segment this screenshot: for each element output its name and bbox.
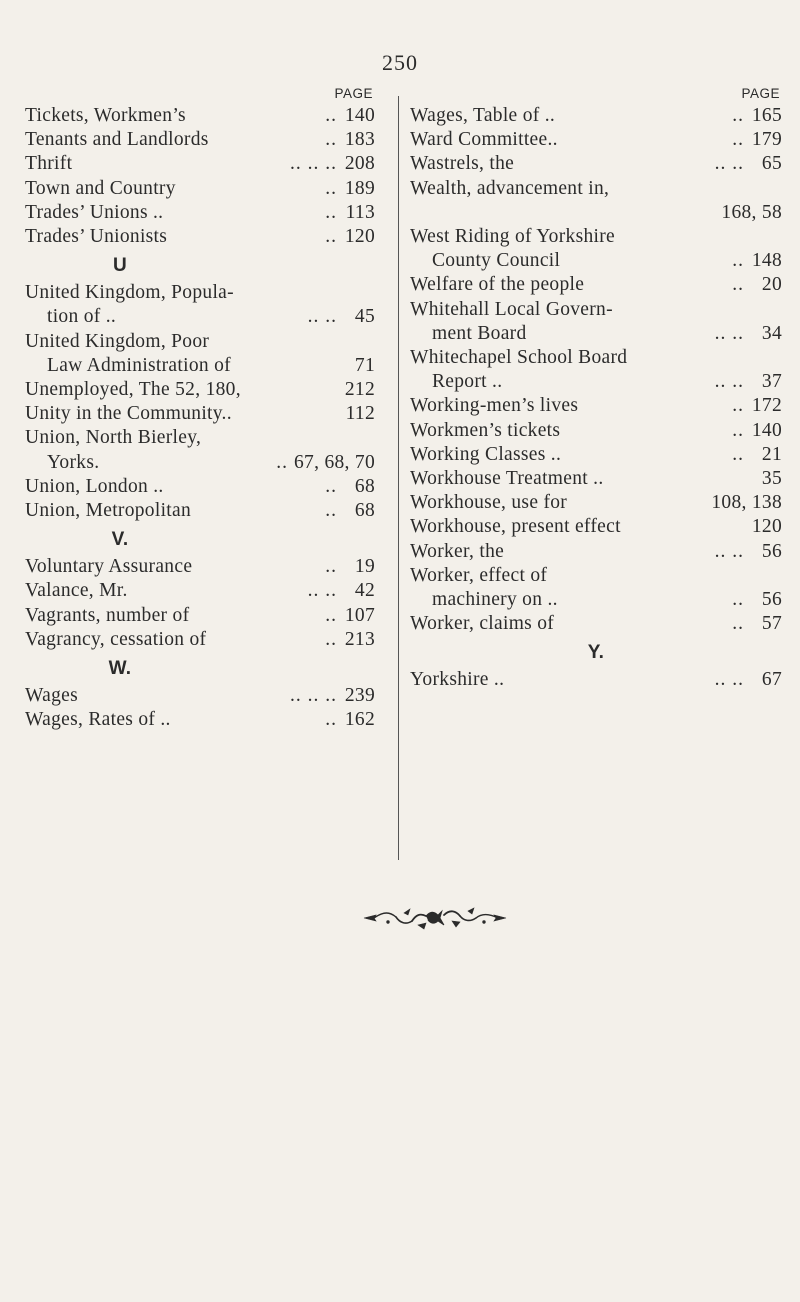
entry-label: Union, London .. bbox=[25, 475, 164, 497]
entry-page: 37 bbox=[761, 371, 782, 393]
index-entry bbox=[25, 128, 375, 152]
index-entry bbox=[25, 475, 375, 499]
section-letter-v: V. bbox=[111, 529, 129, 551]
page-column-header: PAGE bbox=[334, 86, 373, 101]
entry-page: 120 bbox=[751, 516, 782, 538]
entry-label: Ward Committee.. bbox=[410, 129, 558, 151]
entry-page: 208 bbox=[344, 153, 375, 175]
entry-label: Report .. bbox=[432, 371, 503, 393]
entry-label: West Riding of Yorkshire bbox=[410, 226, 615, 248]
decorative-flourish-icon bbox=[360, 903, 520, 933]
dot-leader: .. bbox=[732, 613, 744, 635]
entry-label: Voluntary Assurance bbox=[25, 556, 193, 578]
entry-label: Unity in the Community.. bbox=[25, 403, 232, 425]
index-entry bbox=[25, 579, 375, 603]
dot-leader: .. bbox=[732, 419, 744, 441]
entry-page: 34 bbox=[761, 322, 782, 344]
dot-leader: .. bbox=[325, 105, 337, 126]
entry-page: 112 bbox=[345, 403, 375, 425]
dot-leader: .. bbox=[325, 177, 337, 199]
entry-page: 140 bbox=[344, 105, 375, 126]
entry-page: 21 bbox=[761, 443, 782, 465]
index-entry bbox=[410, 515, 782, 539]
dot-leader: .. bbox=[325, 129, 337, 151]
entry-label: Workhouse, use for bbox=[410, 492, 568, 514]
entry-label: Workmen’s tickets bbox=[410, 419, 561, 441]
index-entry bbox=[25, 426, 375, 450]
section-letter-y: Y. bbox=[587, 642, 605, 664]
index-entry-continuation bbox=[25, 451, 375, 475]
dot-leader: .. .. .. bbox=[290, 685, 337, 707]
entry-page: 35 bbox=[761, 468, 782, 490]
dot-leader: .. .. bbox=[714, 322, 744, 344]
entry-page: 45 bbox=[354, 306, 375, 328]
index-entry bbox=[410, 298, 782, 322]
index-entry bbox=[25, 330, 375, 354]
index-entry-continuation bbox=[410, 249, 782, 273]
dot-leader: .. bbox=[325, 556, 337, 578]
dot-leader: .. bbox=[325, 500, 337, 522]
entry-label: Trades’ Unions .. bbox=[25, 201, 164, 223]
dot-leader: .. bbox=[732, 589, 744, 611]
dot-leader: .. bbox=[325, 475, 337, 497]
dot-leader: .. .. bbox=[714, 669, 744, 691]
entry-page: 56 bbox=[761, 540, 782, 562]
section-letter-w: W. bbox=[108, 658, 132, 680]
entry-label: Vagrants, number of bbox=[25, 604, 190, 626]
dot-leader: .. bbox=[325, 628, 337, 650]
dot-leader: .. bbox=[732, 105, 744, 126]
entry-label: Whitechapel School Board bbox=[410, 347, 628, 369]
section-letter-u: U bbox=[112, 255, 128, 277]
index-column-right bbox=[410, 84, 782, 693]
index-entry bbox=[410, 152, 782, 176]
index-entry bbox=[25, 378, 375, 402]
index-entry bbox=[410, 668, 782, 692]
entry-label: Worker, claims of bbox=[410, 613, 555, 635]
entry-label: United Kingdom, Popula- bbox=[25, 282, 234, 304]
entry-label: Wages, Rates of .. bbox=[25, 709, 171, 731]
entry-page: 168, 58 bbox=[721, 201, 782, 223]
dot-leader: .. bbox=[732, 274, 744, 296]
index-entry bbox=[25, 177, 375, 201]
entry-page: 20 bbox=[761, 274, 782, 296]
entry-page: 172 bbox=[751, 395, 782, 417]
entry-label: machinery on .. bbox=[432, 589, 558, 611]
entry-label: Law Administration of bbox=[47, 354, 231, 376]
dot-leader: .. bbox=[325, 226, 337, 248]
index-entry bbox=[410, 540, 782, 564]
dot-leader: .. .. bbox=[714, 153, 744, 175]
dot-leader: .. .. bbox=[714, 540, 744, 562]
index-entry-continuation bbox=[410, 588, 782, 612]
entry-page: 67 bbox=[761, 669, 782, 691]
entry-page: 162 bbox=[344, 709, 375, 731]
entry-label: Tenants and Landlords bbox=[25, 129, 209, 151]
index-entry bbox=[25, 684, 375, 708]
index-entry bbox=[25, 555, 375, 579]
index-entry bbox=[410, 394, 782, 418]
entry-label: Unemployed, The 52, 180, bbox=[25, 379, 241, 401]
entry-page: 183 bbox=[344, 129, 375, 151]
entry-page: 239 bbox=[344, 685, 375, 707]
entry-page: 148 bbox=[751, 250, 782, 272]
entry-page: 68 bbox=[354, 475, 375, 497]
index-entry-continuation bbox=[410, 370, 782, 394]
dot-leader: .. bbox=[732, 129, 744, 151]
entry-label: Union, North Bierley, bbox=[25, 427, 202, 449]
entry-label: Trades’ Unionists bbox=[25, 226, 168, 248]
index-entry bbox=[410, 443, 782, 467]
index-entry bbox=[25, 604, 375, 628]
index-entry bbox=[410, 273, 782, 297]
entry-label: Workhouse, present effect bbox=[410, 516, 621, 538]
index-entry bbox=[410, 128, 782, 152]
index-column-left bbox=[25, 84, 375, 732]
index-entry bbox=[25, 104, 375, 128]
index-entry bbox=[410, 491, 782, 515]
entry-page: 19 bbox=[354, 556, 375, 578]
index-entry bbox=[410, 104, 782, 128]
entry-page: 107 bbox=[344, 604, 375, 626]
entry-page: 65 bbox=[761, 153, 782, 175]
index-entry bbox=[25, 152, 375, 176]
entry-page: 57 bbox=[761, 613, 782, 635]
entry-label: Whitehall Local Govern- bbox=[410, 298, 613, 320]
entry-label: Wages, Table of .. bbox=[410, 105, 556, 126]
entry-label: Working-men’s lives bbox=[410, 395, 579, 417]
entry-page: 42 bbox=[354, 580, 375, 602]
page-number: 250 bbox=[382, 50, 418, 75]
entry-label: ment Board bbox=[432, 322, 527, 344]
entry-label: tion of .. bbox=[47, 306, 117, 328]
entry-label: Vagrancy, cessation of bbox=[25, 628, 207, 650]
index-entry bbox=[25, 708, 375, 732]
entry-page: 212 bbox=[344, 379, 375, 401]
dot-leader: .. bbox=[732, 443, 744, 465]
entry-label: Town and Country bbox=[25, 177, 176, 199]
entry-label: Wealth, advancement in, bbox=[410, 177, 610, 199]
index-entry bbox=[410, 612, 782, 636]
index-entry bbox=[410, 467, 782, 491]
index-entry bbox=[25, 201, 375, 225]
index-entry bbox=[25, 281, 375, 305]
entry-label: Tickets, Workmen’s bbox=[25, 105, 186, 126]
page-column-header: PAGE bbox=[741, 86, 780, 101]
entry-label: Valance, Mr. bbox=[25, 580, 128, 602]
dot-leader: .. bbox=[325, 709, 337, 731]
index-entry bbox=[410, 346, 782, 370]
index-entry bbox=[25, 225, 375, 249]
column-divider bbox=[398, 96, 399, 860]
entry-label: Union, Metropolitan bbox=[25, 500, 192, 522]
entry-page: 189 bbox=[344, 177, 375, 199]
entry-label: Thrift bbox=[25, 153, 73, 175]
dot-leader: .. .. bbox=[714, 371, 744, 393]
dot-leader: .. bbox=[276, 451, 288, 473]
entry-label: Wastrels, the bbox=[410, 153, 515, 175]
entry-page: 67, 68, 70 bbox=[294, 451, 375, 473]
index-entry bbox=[25, 628, 375, 652]
dot-leader: .. bbox=[732, 395, 744, 417]
index-entry bbox=[25, 499, 375, 523]
entry-label: Workhouse Treatment .. bbox=[410, 468, 604, 490]
index-entry bbox=[410, 564, 782, 588]
entry-label: Working Classes .. bbox=[410, 443, 562, 465]
entry-page: 71 bbox=[354, 354, 375, 376]
index-entry bbox=[410, 419, 782, 443]
dot-leader: .. bbox=[732, 250, 744, 272]
dot-leader: .. .. bbox=[307, 580, 337, 602]
index-entry bbox=[25, 402, 375, 426]
dot-leader: .. bbox=[325, 604, 337, 626]
dot-leader: .. bbox=[325, 201, 337, 223]
entry-label: Yorkshire .. bbox=[410, 669, 505, 691]
entry-page: 120 bbox=[344, 226, 375, 248]
entry-page: 108, 138 bbox=[711, 492, 782, 514]
entry-label: Wages bbox=[25, 685, 78, 707]
entry-label: County Council bbox=[432, 250, 561, 272]
entry-page: 213 bbox=[344, 628, 375, 650]
entry-label: Yorks. bbox=[47, 451, 100, 473]
entry-page: 140 bbox=[751, 419, 782, 441]
entry-label: United Kingdom, Poor bbox=[25, 330, 210, 352]
entry-page: 179 bbox=[751, 129, 782, 151]
entry-page: 113 bbox=[345, 201, 375, 223]
entry-page: 68 bbox=[354, 500, 375, 522]
index-entry bbox=[410, 225, 782, 249]
index-entry-continuation bbox=[410, 322, 782, 346]
entry-page: 165 bbox=[751, 105, 782, 126]
entry-label: Welfare of the people bbox=[410, 274, 585, 296]
index-entry-continuation bbox=[25, 305, 375, 329]
entry-page: 56 bbox=[761, 589, 782, 611]
index-entry bbox=[410, 177, 782, 201]
dot-leader: .. .. bbox=[307, 306, 337, 328]
entry-label: Worker, the bbox=[410, 540, 505, 562]
entry-label: Worker, effect of bbox=[410, 564, 548, 586]
dot-leader: .. .. .. bbox=[290, 153, 337, 175]
index-entry-continuation bbox=[25, 354, 375, 378]
